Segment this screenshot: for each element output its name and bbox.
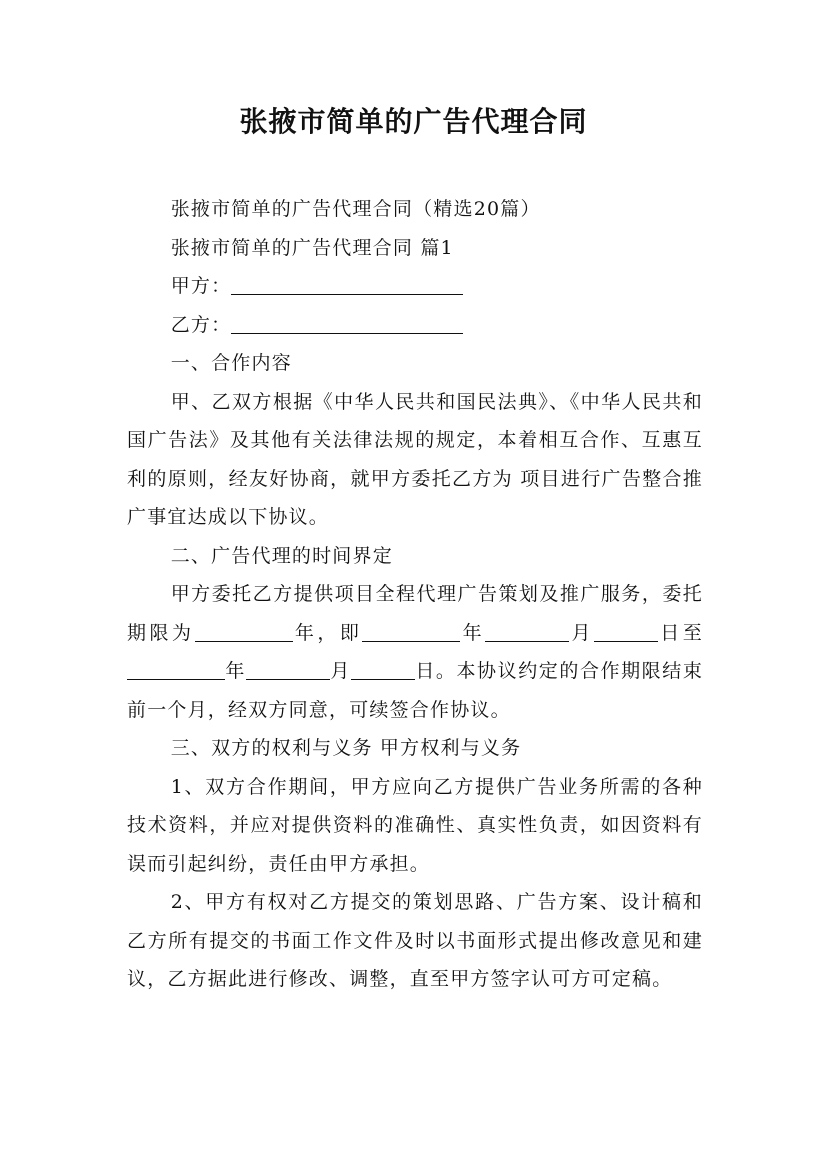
party-b-label: 乙方：	[170, 313, 232, 336]
year-label: 年	[460, 621, 486, 644]
section-3-heading: 三、双方的权利与义务 甲方权利与义务	[170, 737, 522, 759]
section-2-paragraph	[127, 575, 703, 729]
start-year-blank	[362, 622, 460, 642]
party-b-line	[127, 306, 703, 345]
to-label: 至	[682, 621, 703, 644]
month-label: 月	[569, 621, 594, 644]
start-day-blank	[594, 622, 658, 642]
section-2-text-b: 。本协议约定的合作期限结束前一个月，经双方同意，可续签合作协议。	[127, 660, 704, 721]
document-title: 张掖市简单的广告代理合同	[239, 105, 588, 138]
party-a-line	[127, 267, 703, 306]
document-body	[127, 190, 703, 999]
section-2-heading: 二、广告代理的时间界定	[170, 544, 393, 567]
start-month-blank	[485, 622, 569, 642]
term-blank	[195, 622, 293, 642]
month-label: 月	[329, 660, 351, 682]
day-label: 日	[414, 660, 436, 682]
subtitle-line: 张掖市简单的广告代理合同（精选20篇）	[170, 198, 541, 220]
part-heading: 张掖市简单的广告代理合同 篇1	[170, 236, 454, 259]
section-2-text-a: 甲方委托乙方提供项目全程代理广告策划及推广服务，委托期限为	[127, 583, 703, 644]
year-label: 年	[225, 660, 246, 682]
party-a-label: 甲方：	[170, 275, 232, 297]
year-label: 年	[292, 621, 318, 644]
party-a-blank	[231, 275, 463, 295]
section-1-paragraph: 甲、乙双方根据《中华人民共和国民法典》、《中华人民共和国广告法》及其他有关法律法规的规定，本着相互合作、互惠互利的原则，经友好协商，就甲方委托乙方为 项目进行广告整合推广事宜达成以下协议。	[127, 390, 703, 528]
item-1-paragraph: 1、双方合作期间，甲方应向乙方提供广告业务所需的各种技术资料，并应对提供资料的准确性、真实性负责，如因资料有误而引起纠纷，责任由甲方承担。	[127, 775, 703, 875]
day-label: 日	[657, 621, 683, 644]
party-b-blank	[231, 314, 463, 334]
end-month-blank	[246, 660, 330, 680]
section-1-heading: 一、合作内容	[170, 352, 292, 374]
item-2-paragraph: 2、甲方有权对乙方提交的策划思路、广告方案、设计稿和乙方所有提交的书面工作文件及时以书面形式提出修改意见和建议，乙方据此进行修改、调整，直至甲方签字认可方可定稿。	[127, 891, 703, 990]
end-day-blank	[351, 660, 415, 680]
end-year-blank	[127, 660, 225, 680]
comma-ji: ，即	[317, 621, 363, 644]
